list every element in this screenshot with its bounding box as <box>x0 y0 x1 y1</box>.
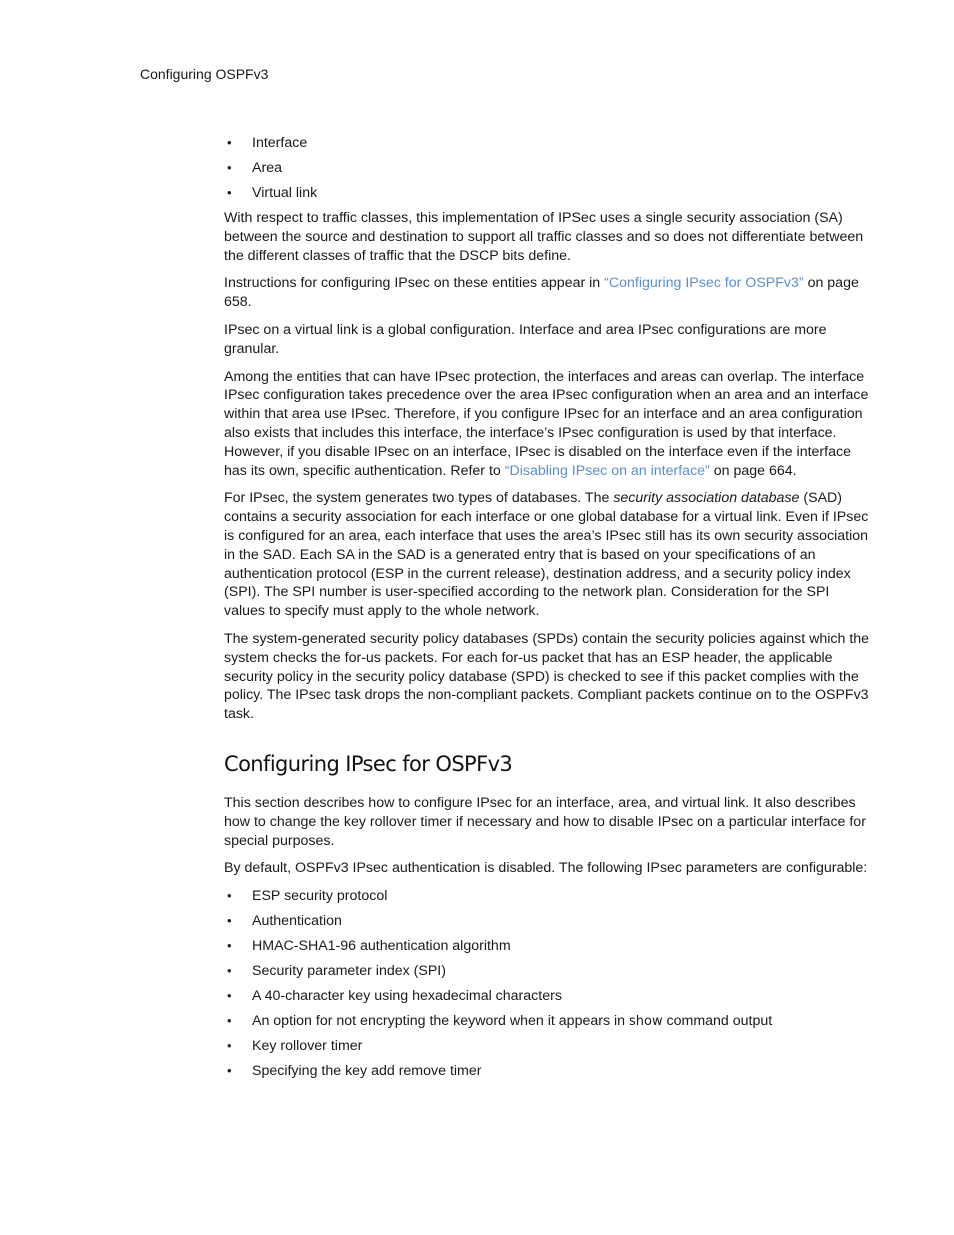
list-item: • HMAC-SHA1-96 authentication algorithm <box>227 938 511 955</box>
paragraph-spds: The system-generated security policy databases (SPDs) contain the security policies against which the system checks the for-us packets. For each for-us packet that has an ESP header, the applicable security policy in the security policy database (SPD) is checked to see if this packet complies with the policy. The IPsec task drops the non-compliant packets. Compliant packets continue on to the OSPFv3 task. <box>224 630 870 723</box>
running-header: Configuring OSPFv3 <box>140 66 269 82</box>
bullet-icon: • <box>227 963 232 979</box>
command-show: show <box>628 1014 663 1030</box>
list-item: • Specifying the key add remove timer <box>227 1063 482 1080</box>
bullet-icon: • <box>227 185 232 200</box>
bullet-icon: • <box>227 888 232 904</box>
paragraph-databases: For IPsec, the system generates two types of databases. The security association database (SAD) contains a security association for each interface or one global database for a virtual link. Even if IPsec is configured for an area, each interface that uses the area’s IPsec still has its own security association in the SAD. Each SA in the SAD is a generated entry that is based on your specifications of an authentication protocol (ESP in the current release), destination address, and a security policy index (SPI). The SPI number is user-specified according to the network plan. Consideration for the SPI values to specify must apply to the whole network. <box>224 490 869 620</box>
list-item: • Virtual link <box>227 185 318 201</box>
bullet-icon: • <box>227 160 232 175</box>
paragraph-overlap: Among the entities that can have IPsec protection, the interfaces and areas can overlap. The interface IPsec configuration takes precedence over the area IPsec configuration when an area and an interface within that area use IPsec. Therefore, if you configure IPsec for an interface and an area configuration also exists that includes this interface, the interface’s IPsec configuration is used by that interface. However, if you disable IPsec on an interface, IPsec is disabled on the interface even if the interface has its own, specific authentication. Refer to “Disabling IPsec on an interface” on page 664. <box>224 368 869 479</box>
parameter-list <box>224 887 870 1087</box>
paragraph-section-intro: This section describes how to configure IPsec for an interface, area, and virtual link. It also describes how to change the key rollover timer if necessary and how to disable IPsec on a particular interface for special purposes. <box>224 794 866 849</box>
entity-list <box>224 134 870 209</box>
list-item: • Area <box>227 160 282 176</box>
paragraph-traffic-classes: With respect to traffic classes, this implementation of IPSec uses a single security association (SA) between the source and destination to support all traffic classes and so does not differentiate between the different classes of traffic that the DSCP bits define. <box>224 210 864 264</box>
list-item: • Authentication <box>227 913 342 930</box>
bullet-icon: • <box>227 1038 232 1054</box>
list-item: • Security parameter index (SPI) <box>227 963 446 980</box>
bullet-icon: • <box>227 1013 232 1029</box>
page-body <box>224 134 870 1087</box>
list-item: • Key rollover timer <box>227 1038 363 1055</box>
list-item: • An option for not encrypting the keyword when it appears in show command output <box>227 1013 773 1030</box>
list-item: • ESP security protocol <box>227 888 388 905</box>
link-disabling-ipsec[interactable]: “Disabling IPsec on an interface” <box>504 462 710 479</box>
link-configuring-ipsec[interactable]: “Configuring IPsec for OSPFv3” <box>604 275 804 292</box>
paragraph-virtual-link: IPsec on a virtual link is a global configuration. Interface and area IPsec configurations are more granular. <box>224 321 827 357</box>
bullet-icon: • <box>227 938 232 954</box>
list-item: • Interface <box>227 135 308 151</box>
bullet-icon: • <box>227 913 232 929</box>
paragraph-instructions: Instructions for configuring IPsec on these entities appear in “Configuring IPsec for OSPFv3” on page 658. <box>224 275 859 311</box>
section-heading: Configuring IPsec for OSPFv3 <box>224 751 513 776</box>
bullet-icon: • <box>227 135 232 150</box>
bullet-icon: • <box>227 988 232 1004</box>
list-item: • A 40-character key using hexadecimal characters <box>227 988 562 1005</box>
paragraph-defaults: By default, OSPFv3 IPsec authentication is disabled. The following IPsec parameters are configurable: <box>224 860 868 877</box>
bullet-icon: • <box>227 1063 232 1079</box>
